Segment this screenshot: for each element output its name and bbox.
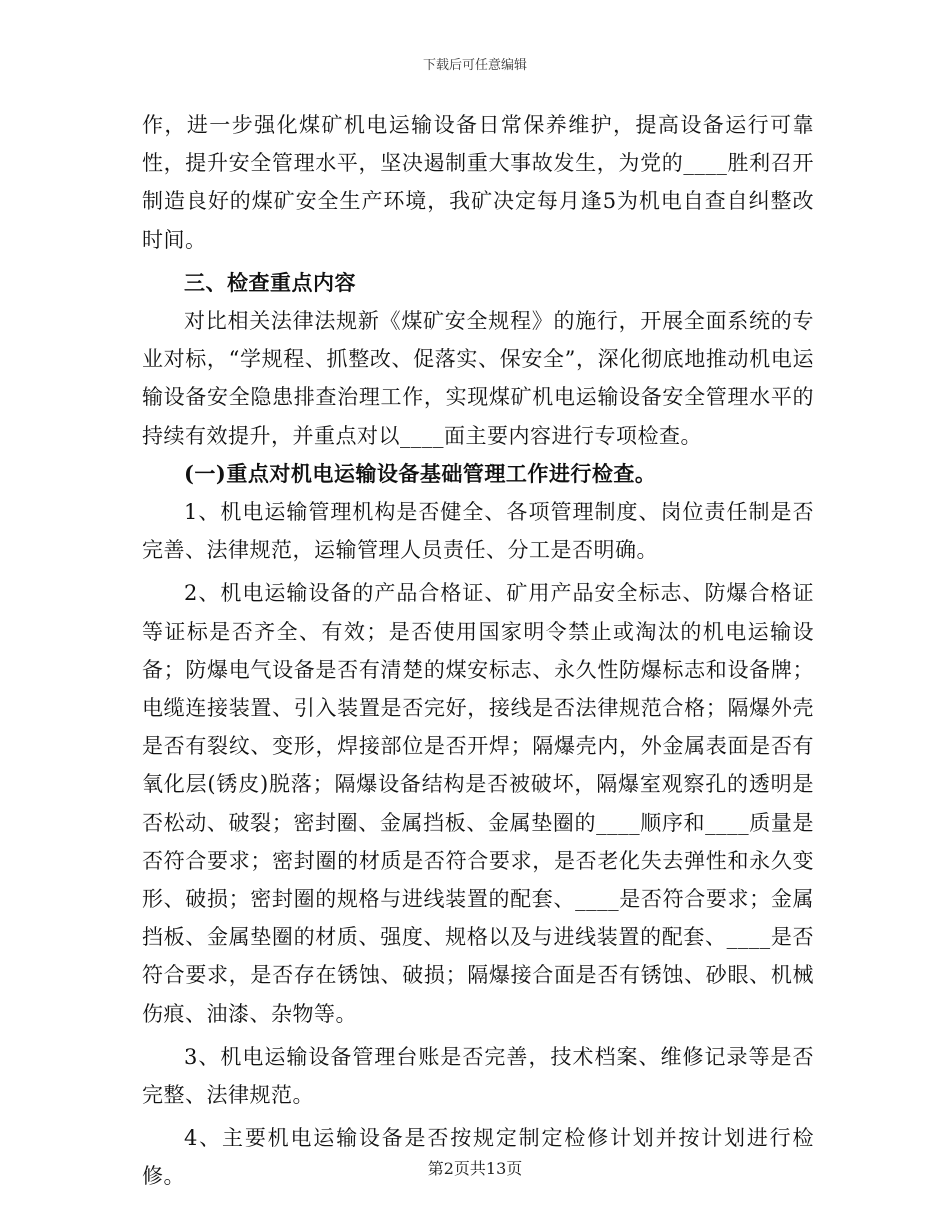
subsection-heading-1: (一)重点对机电运输设备基础管理工作进行检查。 — [184, 460, 657, 486]
section-heading-3: 三、检查重点内容 — [184, 269, 356, 295]
list-item-1: 1、机电运输管理机构是否健全、各项管理制度、岗位责任制是否完善、法律规范，运输管理人员责任、分工是否明确。 — [142, 500, 814, 563]
paragraph-continuation: 作，进一步强化煤矿机电运输设备日常保养维护，提高设备运行可靠性，提升安全管理水平，坚决遏制重大事故发生，为党的____胜利召开制造良好的煤矿安全生产环境，我矿决定每月逢5为机电自查自纠整改时间。 — [142, 113, 814, 252]
list-item-4: 4、主要机电运输设备是否按规定制定检修计划并按计划进行检修。 — [142, 1126, 814, 1189]
document-body — [142, 106, 814, 1196]
page-header: 下载后可任意编辑 — [422, 58, 527, 73]
list-item-3: 3、机电运输设备管理台账是否完善，技术档案、维修记录等是否完整、法律规范。 — [142, 1044, 814, 1108]
page-number: 第2页共13页 — [427, 1159, 523, 1178]
paragraph-overview: 对比相关法律法规新《煤矿安全规程》的施行，开展全面系统的专业对标，“学规程、抓整改、促落实、保安全”，深化彻底地推动机电运输设备安全隐患排查治理工作，实现煤矿机电运输设备安全管理水平的持续有效提升，并重点对以____面主要内容进行专项检查。 — [142, 309, 814, 448]
list-item-2: 2、机电运输设备的产品合格证、矿用产品安全标志、防爆合格证等证标是否齐全、有效；是否使用国家明令禁止或淘汰的机电运输设备；防爆电气设备是否有清楚的煤安标志、永久性防爆标志和设备牌；电缆连接装置、引入装置是否完好，接线是否法律规范合格；隔爆外壳是否有裂纹、变形，焊接部位是否开焊；隔爆壳内，外金属表面是否有氧化层(锈皮)脱落；隔爆设备结构是否被破坏，隔爆室观察孔的透明是否松动、破裂；密封圈、金属挡板、金属垫圈的____顺序和____质量是否符合要求；密封圈的材质是否符合要求，是否老化失去弹性和永久变形、破损；密封圈的规格与进线装置的配套、____是否符合要求；金属挡板、金属垫圈的材质、强度、规格以及与进线装置的配套、____是否符合要求，是否存在锈蚀、破损；隔爆接合面是否有锈蚀、砂眼、机械伤痕、油漆、杂物等。 — [142, 581, 814, 1026]
